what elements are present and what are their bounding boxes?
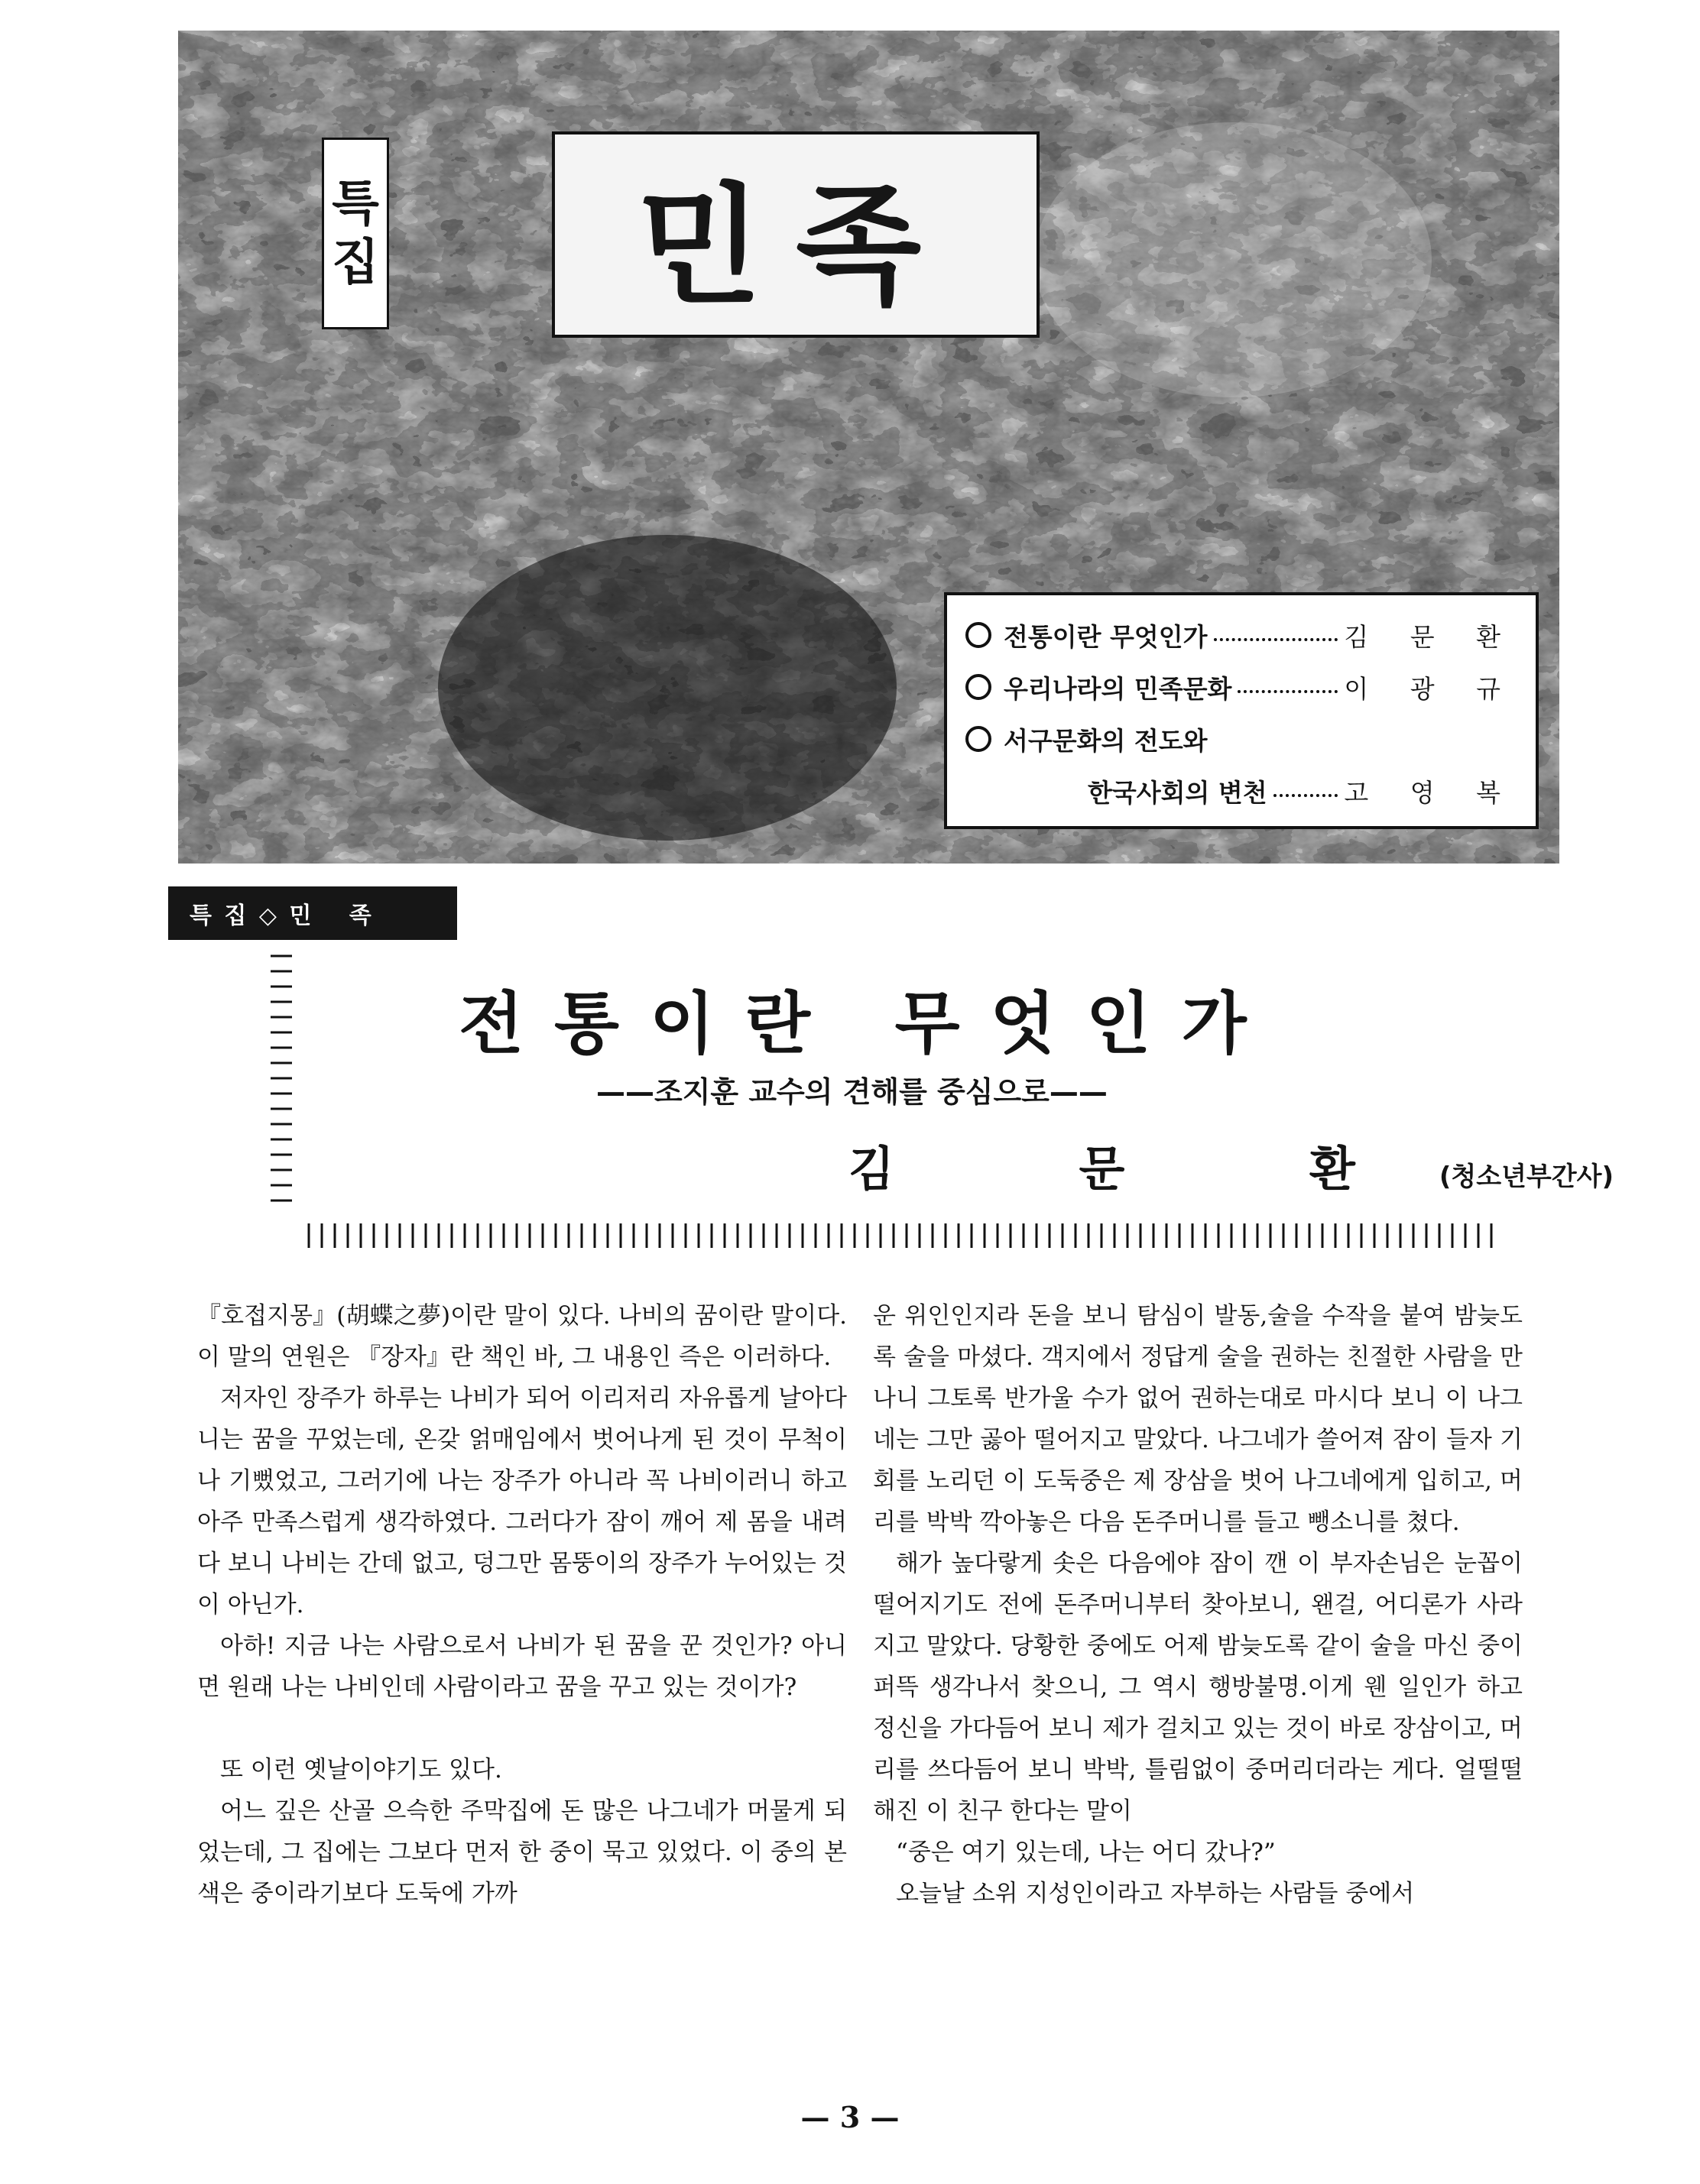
banner-title: [552, 131, 1040, 338]
toc-item-title: 한국사회의 변천: [1088, 777, 1267, 808]
toc-item-title: 서구문화의 전도와: [1004, 725, 1208, 756]
dotted-leader: [1273, 794, 1338, 797]
tag-char-1: 특: [332, 175, 379, 232]
page-number: — 3 —: [800, 2100, 900, 2134]
paragraph: 어느 깊은 산골 으슥한 주막집에 돈 많은 나그네가 머물게 되었는데, 그 집에는 그보다 먼저 한 중이 묵고 있었다. 이 중의 본색은 중이라기보다 도둑에 가까: [197, 1797, 847, 1907]
paragraph: “중은 여기 있는데, 나는 어디 갔나?”: [896, 1839, 1276, 1866]
banner-title-text: 민족: [636, 170, 955, 322]
toc-item: [965, 661, 1517, 713]
toc-item-title: 우리나라의 민족문화: [1004, 673, 1232, 704]
ruler-bottom-decoration: [271, 1220, 1494, 1251]
tag-char-2: 집: [332, 234, 379, 291]
circle-bullet-icon: [965, 622, 991, 648]
paragraph: 저자인 장주가 하루는 나비가 되어 이리저리 자유롭게 날아다니는 꿈을 꾸었는데, 온갖 얽매임에서 벗어나게 된 것이 무척이나 기뻤었고, 그러기에 나는 장주가 아니라 꼭 나비이러니 하고 아주 만족스럽게 생각하였다. 그러다가 잠이 깨어 제 몸을 내려다 보니 나비는 간데 없고, 덩그만 몸뚱이의 장주가 누어있는 것이 아닌가.: [197, 1385, 847, 1619]
paragraph: 또 이런 옛날이야기도 있다.: [220, 1756, 502, 1784]
special-issue-tag: [322, 138, 389, 329]
toc-item: [965, 713, 1517, 765]
dotted-leader: [1238, 690, 1338, 693]
toc-item-author: 이 광 규: [1344, 673, 1517, 704]
circle-bullet-icon: [965, 674, 991, 700]
left-column: [197, 1295, 847, 1914]
right-column: [873, 1295, 1523, 1914]
ruler-left-decoration: [271, 951, 294, 1211]
toc-item: [965, 765, 1517, 817]
paragraph: 아하! 지금 나는 사람으로서 나비가 된 꿈을 꾼 것인가? 아니면 원래 나는 나비인데 사람이라고 꿈을 꾸고 있는 것이가?: [197, 1632, 847, 1701]
toc-item-author: 김 문 환: [1344, 621, 1517, 652]
article-byline: [848, 1131, 1614, 1199]
author-name: 김 문 환: [848, 1141, 1439, 1197]
toc-item-title: 전통이란 무엇인가: [1004, 621, 1208, 652]
paragraph: 운 위인인지라 돈을 보니 탐심이 발동,술을 수작을 붙여 밤늦도록 술을 마셨다. 객지에서 정답게 술을 권하는 친절한 사람을 만나니 그토록 반가울 수가 없어 권하는대로 마시다 보니 이 나그네는 그만 곯아 떨어지고 말았다. 나그네가 쓸어져 잠이 들자 기회를 노리던 이 도둑중은 제 장삼을 벗어 나그네에게 입히고, 머리를 박박 깍아놓은 다음 돈주머니를 들고 뺑소니를 쳤다.: [873, 1302, 1523, 1536]
toc-item: [965, 609, 1517, 661]
paragraph: 『호접지몽』(胡蝶之夢)이란 말이 있다. 나비의 꿈이란 말이다. 이 말의 연원은 『장자』란 책인 바, 그 내용인 즉은 이러하다.: [197, 1302, 847, 1371]
circle-bullet-icon: [965, 726, 991, 752]
section-badge: [168, 886, 457, 940]
section-badge-text: 특 집 ◇ 민 족: [190, 902, 374, 929]
table-of-contents: [944, 592, 1539, 829]
paragraph: 해가 높다랗게 솟은 다음에야 잠이 깬 이 부자손님은 눈꼽이 떨어지기도 전에 돈주머니부터 찾아보니, 왠걸, 어디론가 사라지고 말았다. 당황한 중에도 어제 밤늦도록 같이 술을 마신 중이 퍼뜩 생각나서 찾으니, 그 역시 행방불명.이게 웬 일인가 하고 정신을 가다듬어 보니 제가 걸치고 있는 것이 바로 장삼이고, 머리를 쓰다듬어 보니 박박, 틀림없이 중머리더라는 게다. 얼떨떨해진 이 친구 한다는 말이: [873, 1550, 1523, 1825]
dotted-leader: [1214, 638, 1338, 641]
article-title: 전통이란 무엇인가: [459, 983, 1277, 1063]
toc-item-author: 고 영 복: [1344, 777, 1517, 808]
article-subtitle: ——조지훈 교수의 견해를 중심으로——: [596, 1075, 1108, 1109]
paragraph: 오늘날 소위 지성인이라고 자부하는 사람들 중에서: [896, 1880, 1415, 1907]
author-affiliation: (청소년부간사): [1439, 1162, 1614, 1192]
